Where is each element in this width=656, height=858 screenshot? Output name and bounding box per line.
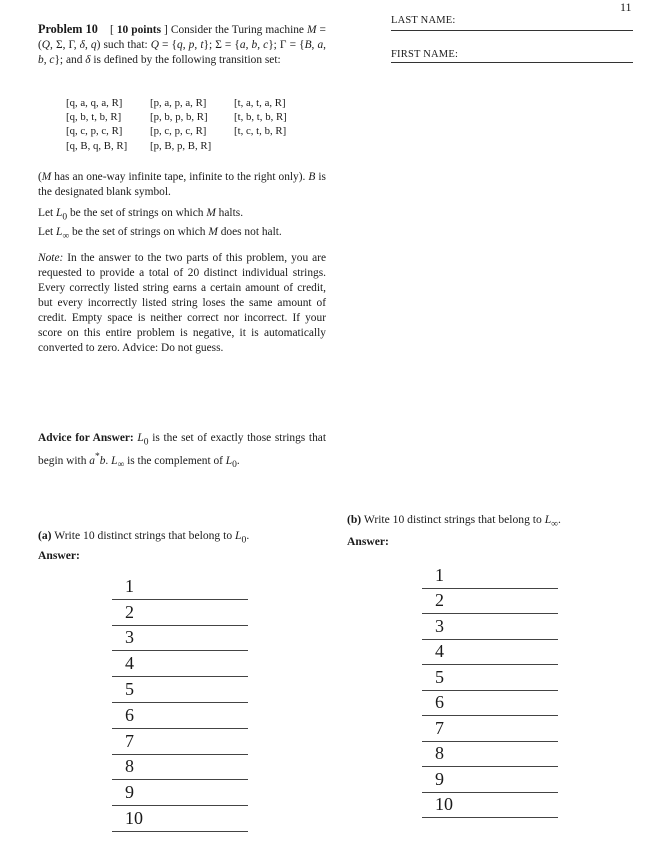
- part-a-answer-number: 5: [125, 678, 134, 699]
- part-a-answer-number: 9: [125, 782, 134, 803]
- part-b-answer-row[interactable]: [422, 563, 558, 589]
- first-name-label: FIRST NAME:: [391, 49, 459, 60]
- first-name-line[interactable]: [391, 62, 633, 63]
- part-b-answer-number: 6: [435, 692, 444, 712]
- transition-cell: [p, c, p, c, R]: [150, 125, 207, 138]
- linf-definition: Let $L_\infty$ be the set of strings on which M does not halt.: [38, 226, 282, 242]
- answer-list-a: [112, 574, 248, 832]
- part-a-prompt: (a) Write 10 distinct strings that belong to $L_0$.: [38, 529, 250, 546]
- part-b-answer-row[interactable]: [422, 691, 558, 717]
- note-paragraph: [38, 251, 326, 356]
- part-b-answer-row[interactable]: [422, 767, 558, 793]
- transition-cell: [q, c, p, c, R]: [66, 125, 123, 138]
- part-a-answer-row[interactable]: [112, 626, 248, 652]
- part-b-answer-number: 9: [435, 768, 444, 789]
- part-a-answer-row[interactable]: [112, 780, 248, 806]
- part-b-answer-number: 8: [435, 743, 444, 763]
- part-b-answer-number: 4: [435, 641, 444, 661]
- transition-cell: [q, b, t, b, R]: [66, 111, 122, 124]
- part-a-answer-row[interactable]: [112, 806, 248, 832]
- problem-title: Problem 10: [38, 22, 98, 36]
- part-a-answer-row[interactable]: [112, 600, 248, 626]
- transition-table: [66, 96, 318, 153]
- part-b-label: (b): [347, 513, 362, 526]
- part-a-answer-number: 3: [125, 627, 134, 648]
- advice-label: Advice for Answer:: [38, 432, 134, 444]
- part-b-answer-row[interactable]: [422, 665, 558, 691]
- part-b-answer-row[interactable]: [422, 589, 558, 615]
- part-a-answer-number: 1: [125, 575, 134, 596]
- page-number: 11: [620, 0, 632, 14]
- part-a-answer-label: Answer:: [38, 549, 80, 562]
- part-a-answer-number: 8: [125, 756, 134, 777]
- tape-note: (M has an one-way infinite tape, infinite to the right only). B is the designated blank symbol.: [38, 171, 326, 198]
- part-a-answer-row[interactable]: [112, 574, 248, 600]
- part-a-answer-number: 2: [125, 601, 134, 622]
- advice-paragraph: Advice for Answer: $L_0$ is the set of exactly those strings that begin with a*b. $L_\infty$ is the complement of $L_0$.: [38, 432, 327, 471]
- problem-details: [38, 170, 326, 362]
- part-b-answer-row[interactable]: [422, 640, 558, 666]
- part-a-answer-row[interactable]: [112, 755, 248, 781]
- transition-row: [66, 139, 318, 153]
- part-b-answer-number: 5: [435, 666, 444, 687]
- transition-row: [66, 96, 318, 110]
- part-b-answer-number: 3: [435, 615, 444, 636]
- part-b-answer-number: 10: [435, 794, 453, 814]
- problem-intro: Consider the Turing machine M = (Q, Σ, Γ, δ, q) such that: Q = {q, p, t}; Σ = {a, b, c}; Γ = {B, a, b, c}; and δ is defined by the following transition set:: [38, 24, 327, 66]
- transition-row: [66, 110, 318, 124]
- transition-cell: [p, B, p, B, R]: [150, 139, 212, 152]
- part-b-answer-number: 7: [435, 717, 444, 738]
- transition-cell: [t, b, t, b, R]: [234, 111, 287, 124]
- transition-cell: [t, a, t, a, R]: [234, 97, 286, 109]
- part-a-answer-number: 6: [125, 704, 134, 725]
- last-name-line[interactable]: [391, 30, 633, 31]
- part-b-answer-row[interactable]: [422, 793, 558, 819]
- part-b-answer-row[interactable]: [422, 742, 558, 768]
- answer-list-b: [422, 563, 558, 818]
- part-a-answer-number: 10: [125, 807, 143, 828]
- part-a-answer-row[interactable]: [112, 729, 248, 755]
- part-b-answer-number: 2: [435, 590, 444, 610]
- part-b-answer-label: Answer:: [347, 535, 389, 548]
- transition-cell: [p, b, p, b, R]: [150, 111, 208, 124]
- note-text: In the answer to the two parts of this problem, you are requested to provide a total of 20 distinct individual strings. Every correctly listed string earns a certain amount of credit, but every incorrectly listed string loses the same amount of credit. Empty space is neither correct nor incorrect. If your score on this entire problem is negative, it is automatically converted to zero. Advice: Do not guess.: [38, 251, 327, 354]
- problem-points: [ 10 points ]: [110, 24, 168, 36]
- part-b-answer-row[interactable]: [422, 716, 558, 742]
- l0-definition: Let $L_0$ be the set of strings on which M halts.: [38, 207, 244, 223]
- part-b-answer-row[interactable]: [422, 614, 558, 640]
- part-a-label: (a): [38, 529, 52, 542]
- part-a-answer-row[interactable]: [112, 677, 248, 703]
- part-b-prompt: (b) Write 10 distinct strings that belong to $L_\infty$.: [347, 513, 561, 530]
- part-b-answer-number: 1: [435, 564, 444, 585]
- part-a-answer-number: 7: [125, 730, 134, 751]
- last-name-label: LAST NAME:: [391, 15, 456, 26]
- transition-row: [66, 124, 318, 138]
- part-a-answer-row[interactable]: [112, 703, 248, 729]
- part-a-answer-number: 4: [125, 653, 134, 674]
- problem-statement: [38, 22, 326, 76]
- transition-cell: [q, a, q, a, R]: [66, 97, 123, 109]
- note-label: Note:: [38, 251, 64, 264]
- transition-cell: [q, B, q, B, R]: [66, 139, 128, 152]
- transition-cell: [p, a, p, a, R]: [150, 97, 207, 109]
- transition-cell: [t, c, t, b, R]: [234, 125, 287, 138]
- part-a-answer-row[interactable]: [112, 651, 248, 677]
